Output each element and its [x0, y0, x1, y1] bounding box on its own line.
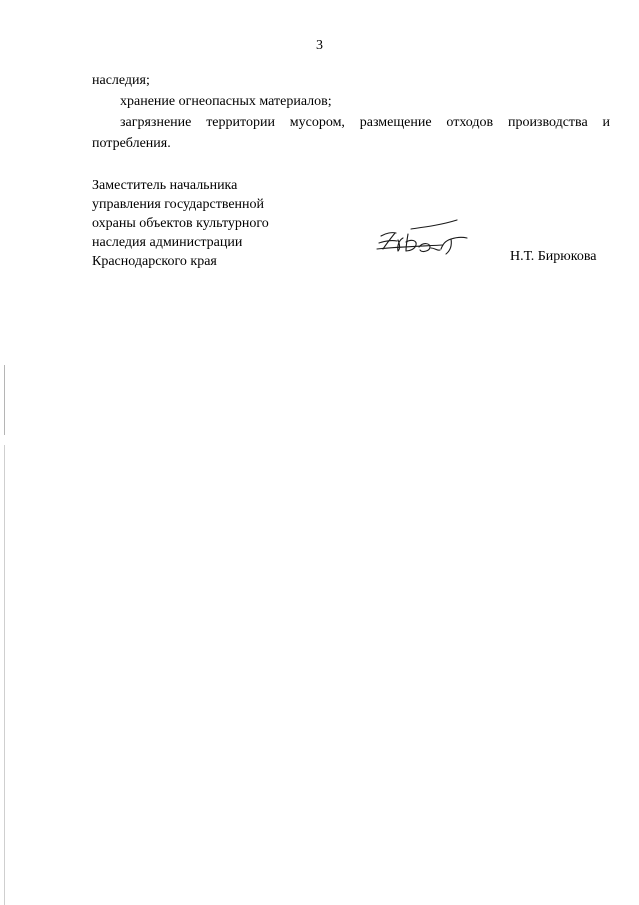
scan-margin-line [4, 365, 5, 435]
page-number: 3 [316, 38, 323, 53]
scan-margin-line [4, 445, 5, 905]
signatory-title [92, 176, 352, 271]
signatory-title-line: Краснодарского края [92, 254, 217, 269]
signatory-title-line: охраны объектов культурного [92, 216, 269, 231]
signer-name: Н.Т. Бирюкова [510, 249, 597, 264]
paragraph-littering: загрязнение территории мусором, размещение отходов производства и потребления. [92, 115, 610, 151]
paragraph-flammable-storage: хранение огнеопасных материалов; [120, 94, 332, 109]
handwritten-signature-icon [375, 218, 475, 264]
signatory-title-line: наследия администрации [92, 235, 243, 250]
signatory-title-line: Заместитель начальника [92, 178, 238, 193]
document-body [92, 70, 610, 154]
paragraph-continuation: наследия; [92, 73, 150, 88]
signatory-title-line: управления государственной [92, 197, 265, 212]
